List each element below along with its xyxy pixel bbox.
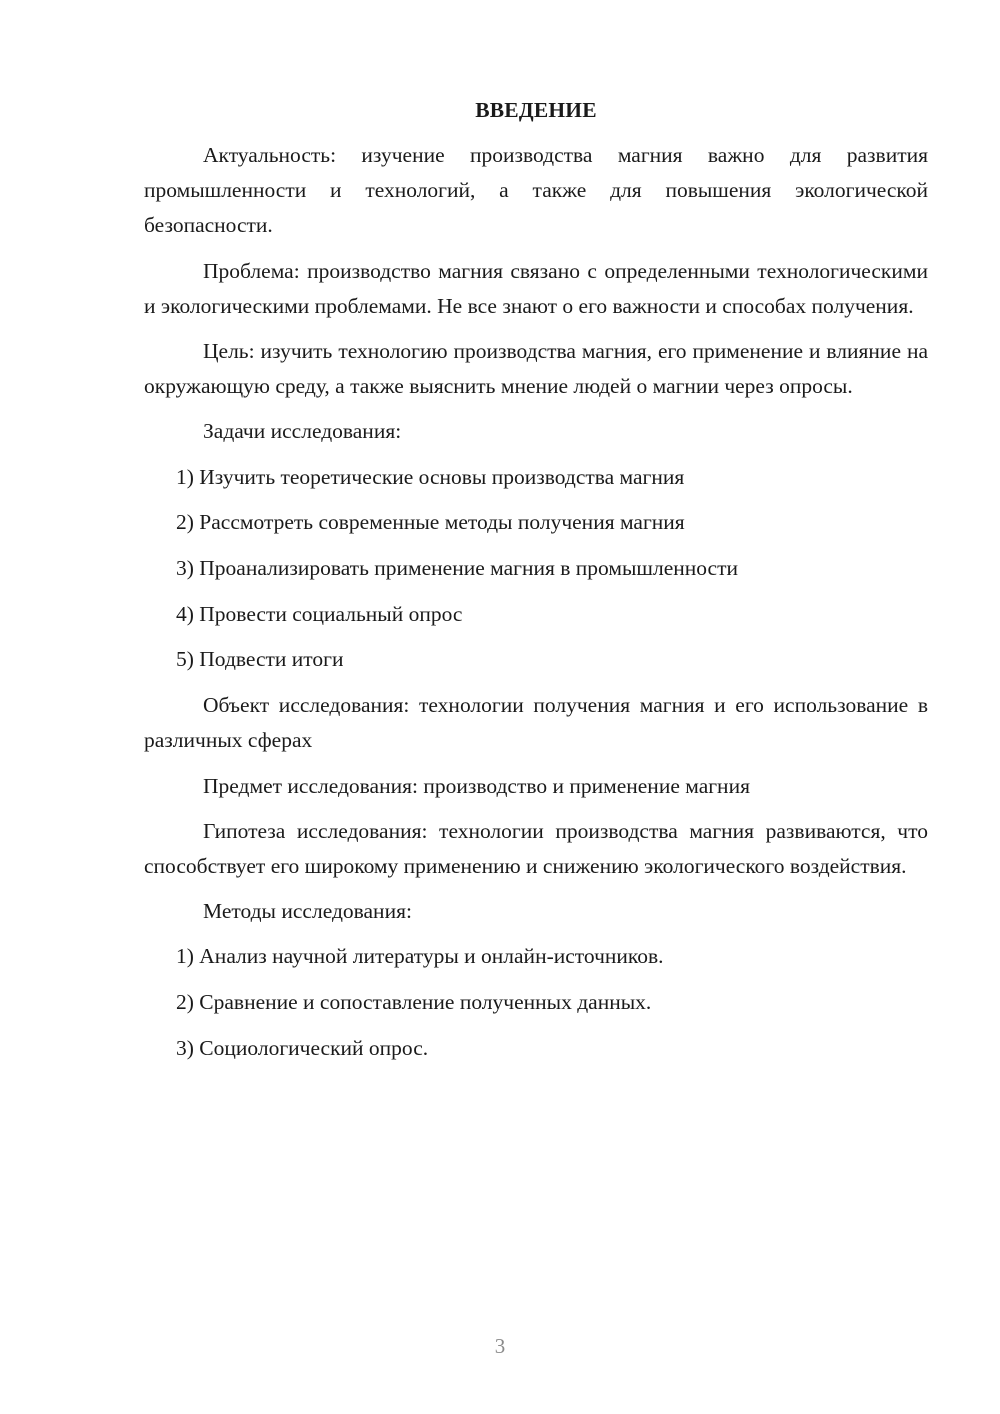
task-item: 4) Провести социальный опрос [176,601,463,626]
document-body [144,93,928,1076]
task-item: 1) Изучить теоретические основы производства магния [176,464,685,489]
page-title: ВВЕДЕНИЕ [475,98,597,122]
task-item: 5) Подвести итоги [176,647,344,672]
method-item: 2) Сравнение и сопоставление полученных данных. [176,990,652,1015]
methods-heading: Методы исследования: [203,899,412,924]
object-paragraph: Объект исследования: технологии получения магния и его использование в различных сферах [144,693,928,753]
method-item: 1) Анализ научной литературы и онлайн-источников. [176,944,664,969]
hypothesis-paragraph: Гипотеза исследования: технологии производства магния развиваются, что способствует его широкому применению и снижению экологического воздействия. [144,818,928,878]
relevance-paragraph: Актуальность: изучение производства магния важно для развития промышленности и технологий, а также для повышения экологической безопасности. [144,143,928,238]
problem-paragraph: Проблема: производство магния связано с определенными технологическими и экологическими проблемами. Не все знают о его важности и способах получения. [144,258,928,318]
goal-paragraph: Цель: изучить технологию производства магния, его применение и влияние на окружающую среду, а также выяснить мнение людей о магнии через опросы. [144,339,928,399]
task-item: 2) Рассмотреть современные методы получения магния [176,510,685,535]
page-number: 3 [494,1334,506,1358]
method-item: 3) Социологический опрос. [176,1035,429,1060]
tasks-heading: Задачи исследования: [203,419,402,444]
task-item: 3) Проанализировать применение магния в промышленности [176,556,738,581]
subject-paragraph: Предмет исследования: производство и применение магния [203,773,750,798]
